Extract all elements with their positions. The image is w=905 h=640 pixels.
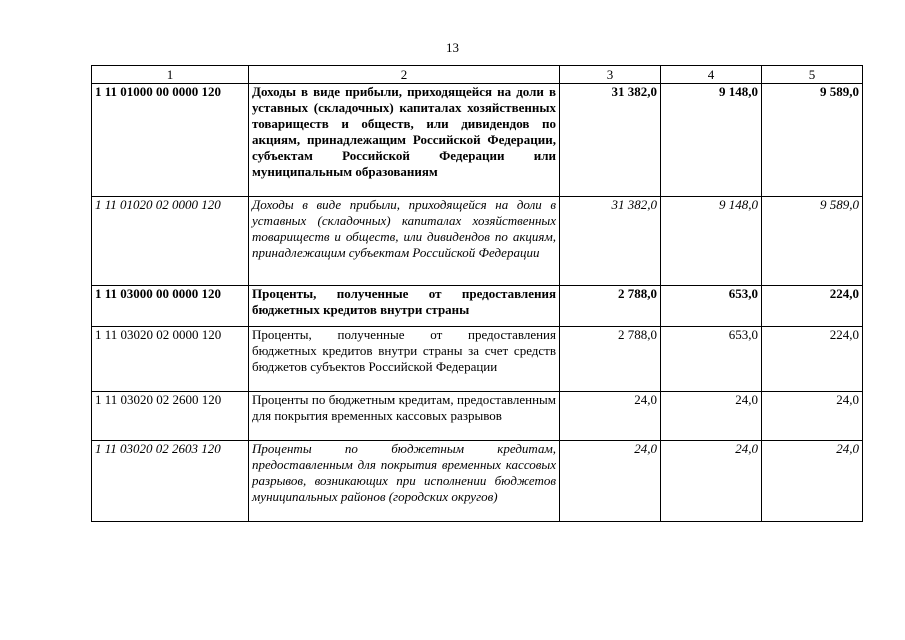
value-col5: 9 589,0 bbox=[762, 197, 863, 286]
budget-table bbox=[91, 65, 863, 522]
table-row bbox=[92, 327, 863, 392]
table-row bbox=[92, 197, 863, 286]
value-col4: 9 148,0 bbox=[661, 84, 762, 197]
budget-code: 1 11 01000 00 0000 120 bbox=[92, 84, 249, 197]
value-col5: 224,0 bbox=[762, 286, 863, 327]
budget-code: 1 11 03000 00 0000 120 bbox=[92, 286, 249, 327]
value-col4: 24,0 bbox=[661, 441, 762, 522]
row-description: Доходы в виде прибыли, приходящейся на доли в уставных (складочных) капиталах хозяйственных товариществ и обществ, или дивидендов по акциям, принадлежащим субъектам Российской Федерации bbox=[249, 197, 560, 286]
value-col4: 9 148,0 bbox=[661, 197, 762, 286]
table-header-row bbox=[92, 66, 863, 84]
value-col5: 24,0 bbox=[762, 441, 863, 522]
column-header-5: 5 bbox=[762, 66, 863, 84]
column-header-4: 4 bbox=[661, 66, 762, 84]
table-row bbox=[92, 286, 863, 327]
budget-code: 1 11 03020 02 0000 120 bbox=[92, 327, 249, 392]
budget-code: 1 11 01020 02 0000 120 bbox=[92, 197, 249, 286]
value-col3: 2 788,0 bbox=[560, 286, 661, 327]
budget-code: 1 11 03020 02 2603 120 bbox=[92, 441, 249, 522]
page-number: 13 bbox=[446, 40, 459, 55]
row-description: Доходы в виде прибыли, приходящейся на доли в уставных (складочных) капиталах хозяйственных товариществ и обществ, или дивидендов по акциям, принадлежащим Российской Федерации, субъектам Российской Федерации или муниципальным образованиям bbox=[249, 84, 560, 197]
value-col4: 653,0 bbox=[661, 327, 762, 392]
value-col4: 24,0 bbox=[661, 392, 762, 441]
value-col5: 24,0 bbox=[762, 392, 863, 441]
row-description: Проценты, полученные от предоставления бюджетных кредитов внутри страны за счет средств бюджетов субъектов Российской Федерации bbox=[249, 327, 560, 392]
value-col3: 2 788,0 bbox=[560, 327, 661, 392]
row-description: Проценты, полученные от предоставления бюджетных кредитов внутри страны bbox=[249, 286, 560, 327]
value-col4: 653,0 bbox=[661, 286, 762, 327]
value-col3: 31 382,0 bbox=[560, 197, 661, 286]
value-col3: 31 382,0 bbox=[560, 84, 661, 197]
row-description: Проценты по бюджетным кредитам, предоставленным для покрытия временных кассовых разрывов, возникающих при исполнении бюджетов муниципальных районов (городских округов) bbox=[249, 441, 560, 522]
value-col3: 24,0 bbox=[560, 392, 661, 441]
column-header-2: 2 bbox=[249, 66, 560, 84]
budget-code: 1 11 03020 02 2600 120 bbox=[92, 392, 249, 441]
row-description: Проценты по бюджетным кредитам, предоставленным для покрытия временных кассовых разрывов bbox=[249, 392, 560, 441]
value-col3: 24,0 bbox=[560, 441, 661, 522]
column-header-3: 3 bbox=[560, 66, 661, 84]
table-row bbox=[92, 392, 863, 441]
value-col5: 224,0 bbox=[762, 327, 863, 392]
table-row bbox=[92, 441, 863, 522]
column-header-1: 1 bbox=[92, 66, 249, 84]
value-col5: 9 589,0 bbox=[762, 84, 863, 197]
table-row bbox=[92, 84, 863, 197]
